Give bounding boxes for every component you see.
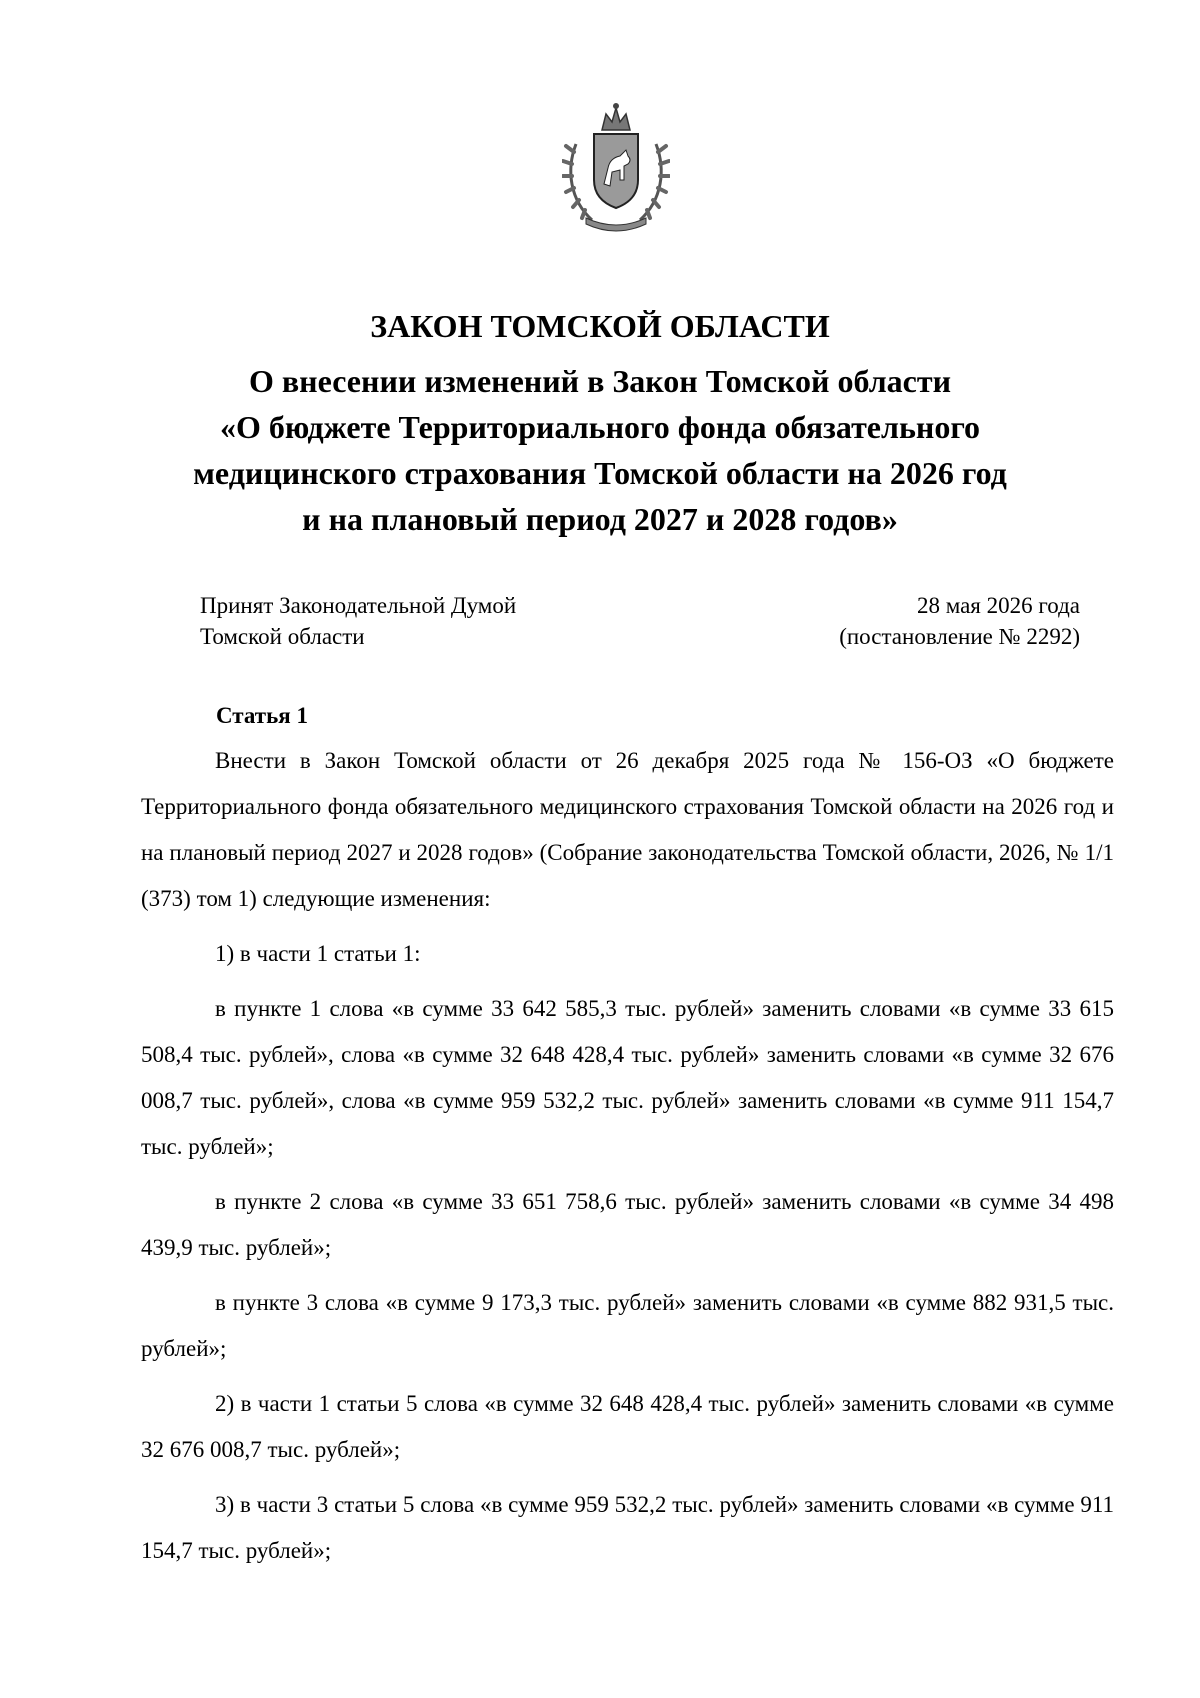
subtitle-line: О внесении изменений в Закон Томской области bbox=[249, 363, 951, 399]
adoption-body-line: Томской области bbox=[200, 624, 365, 649]
adoption-resolution-line: (постановление № 2292) bbox=[839, 624, 1080, 649]
paragraph: 1) в части 1 статьи 1: bbox=[215, 941, 421, 966]
paragraph: Внести в Закон Томской области от 26 декабря 2025 года № 156-ОЗ «О бюджете Территориального фонда обязательного медицинского страхования Томской области на 2026 год и на плановый период 2027 и 2028 годов» (Собрание законодательства Томской области, 2026, № 1/1 (373) том 1) следующие изменения: bbox=[141, 748, 1114, 911]
paragraph: в пункте 2 слова «в сумме 33 651 758,6 тыс. рублей» заменить словами «в сумме 34 498 439,9 тыс. рублей»; bbox=[141, 1189, 1114, 1260]
tomsk-region-coat-of-arms-icon bbox=[562, 100, 670, 232]
subtitle-line: медицинского страхования Томской области на 2026 год bbox=[193, 455, 1007, 491]
adoption-body-line: Принят Законодательной Думой bbox=[200, 593, 517, 618]
law-title: ЗАКОН ТОМСКОЙ ОБЛАСТИ bbox=[370, 308, 830, 344]
adoption-date-line: 28 мая 2026 года bbox=[916, 593, 1080, 618]
article-body bbox=[141, 738, 1114, 1574]
adoption-body bbox=[200, 590, 516, 652]
paragraph: 3) в части 3 статьи 5 слова «в сумме 959 532,2 тыс. рублей» заменить словами «в сумме 911 154,7 тыс. рублей»; bbox=[141, 1492, 1114, 1563]
article-heading: Статья 1 bbox=[216, 703, 308, 728]
adoption-date bbox=[839, 590, 1080, 652]
paragraph: в пункте 3 слова «в сумме 9 173,3 тыс. рублей» заменить словами «в сумме 882 931,5 тыс. рублей»; bbox=[141, 1290, 1114, 1361]
law-subtitle bbox=[0, 358, 1200, 542]
paragraph: 2) в части 1 статьи 5 слова «в сумме 32 648 428,4 тыс. рублей» заменить словами «в сумме 32 676 008,7 тыс. рублей»; bbox=[141, 1391, 1114, 1462]
subtitle-line: «О бюджете Территориального фонда обязательного bbox=[219, 409, 981, 445]
subtitle-line: и на плановый период 2027 и 2028 годов» bbox=[302, 501, 898, 537]
paragraph: в пункте 1 слова «в сумме 33 642 585,3 тыс. рублей» заменить словами «в сумме 33 615 508,4 тыс. рублей», слова «в сумме 32 648 428,4 тыс. рублей» заменить словами «в сумме 32 676 008,7 тыс. рублей», слова «в сумме 959 532,2 тыс. рублей» заменить словами «в сумме 911 154,7 тыс. рублей»; bbox=[141, 996, 1114, 1159]
